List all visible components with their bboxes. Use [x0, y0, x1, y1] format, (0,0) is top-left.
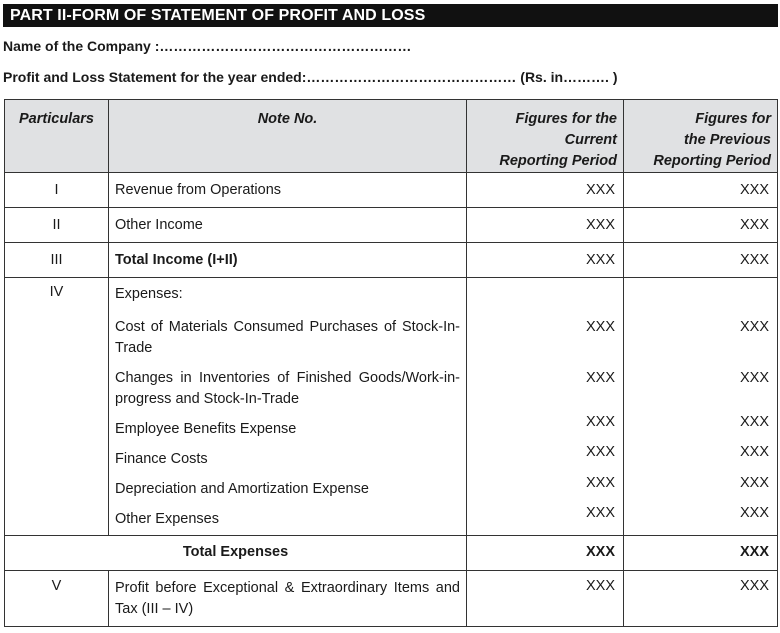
previous-header-line-1: Figures for: [695, 111, 771, 127]
table-row: [5, 243, 778, 278]
current-header-line-1: Figures for the: [515, 111, 617, 127]
company-name-line: Name of the Company :………………………………………………: [3, 38, 412, 54]
expenses-labels: [109, 278, 467, 536]
expenses-previous-amounts: [624, 278, 778, 536]
total-expenses-label: Total Expenses: [5, 536, 467, 571]
previous-amount: XXX: [624, 571, 778, 627]
previous-amount: XXX: [624, 173, 778, 208]
table-row-expenses: [5, 278, 778, 536]
profit-loss-table: [4, 99, 778, 627]
table-row: [5, 173, 778, 208]
current-amount: XXX: [467, 243, 624, 278]
expense-item-label: Other Expenses: [115, 511, 219, 527]
expenses-heading: Expenses:: [115, 286, 183, 302]
statement-period-line: Profit and Loss Statement for the year ended:……………………………………… (Rs. in………. ): [3, 69, 618, 85]
previous-amount: XXX: [739, 414, 769, 430]
previous-amount: XXX: [739, 475, 769, 491]
table-row-total-expenses: [5, 536, 778, 571]
row-label: Revenue from Operations: [109, 173, 467, 208]
previous-header-line-3: Reporting Period: [653, 153, 771, 169]
previous-amount: XXX: [624, 536, 778, 571]
expense-item-label: Finance Costs: [115, 451, 208, 467]
expense-item-label: Cost of Materials Consumed Purchases of Stock-In-Trade: [115, 319, 460, 356]
row-label: Total Income (I+II): [109, 243, 467, 278]
table-row: [5, 208, 778, 243]
column-header-note-no: Note No.: [109, 100, 467, 173]
expense-item-label: Depreciation and Amortization Expense: [115, 481, 369, 497]
row-number: IV: [5, 278, 109, 536]
current-amount: XXX: [585, 414, 615, 430]
current-amount: XXX: [585, 319, 615, 335]
current-amount: XXX: [585, 370, 615, 386]
current-amount: XXX: [585, 505, 615, 521]
row-number: II: [5, 208, 109, 243]
current-header-line-2: Current: [564, 132, 617, 148]
previous-amount: XXX: [739, 319, 769, 335]
row-number: III: [5, 243, 109, 278]
current-amount: XXX: [585, 475, 615, 491]
row-label: Other Income: [109, 208, 467, 243]
previous-amount: XXX: [739, 370, 769, 386]
previous-amount: XXX: [739, 505, 769, 521]
previous-amount: XXX: [739, 444, 769, 460]
current-amount: XXX: [467, 571, 624, 627]
current-header-line-3: Reporting Period: [499, 153, 617, 169]
column-header-particulars: Particulars: [5, 100, 109, 173]
current-amount: XXX: [467, 536, 624, 571]
expense-item-label: Changes in Inventories of Finished Goods/Work-in-progress and Stock-In-Trade: [115, 370, 460, 407]
expenses-current-amounts: [467, 278, 624, 536]
current-amount: XXX: [467, 208, 624, 243]
previous-header-line-2: the Previous: [683, 132, 771, 148]
table-row: [5, 571, 778, 627]
profit-before-tax-label: Profit before Exceptional & Extraordinary Items and Tax (III – IV): [115, 580, 460, 617]
previous-amount: XXX: [624, 208, 778, 243]
current-amount: XXX: [585, 444, 615, 460]
page-title: PART II-FORM OF STATEMENT OF PROFIT AND LOSS: [3, 4, 778, 27]
current-amount: XXX: [467, 173, 624, 208]
expense-item-label: Employee Benefits Expense: [115, 421, 297, 437]
column-header-current-period: [467, 100, 624, 173]
table-header-row: [5, 100, 778, 173]
column-header-previous-period: [624, 100, 778, 173]
row-label: [109, 571, 467, 627]
row-number: I: [5, 173, 109, 208]
row-number: V: [5, 571, 109, 627]
previous-amount: XXX: [624, 243, 778, 278]
